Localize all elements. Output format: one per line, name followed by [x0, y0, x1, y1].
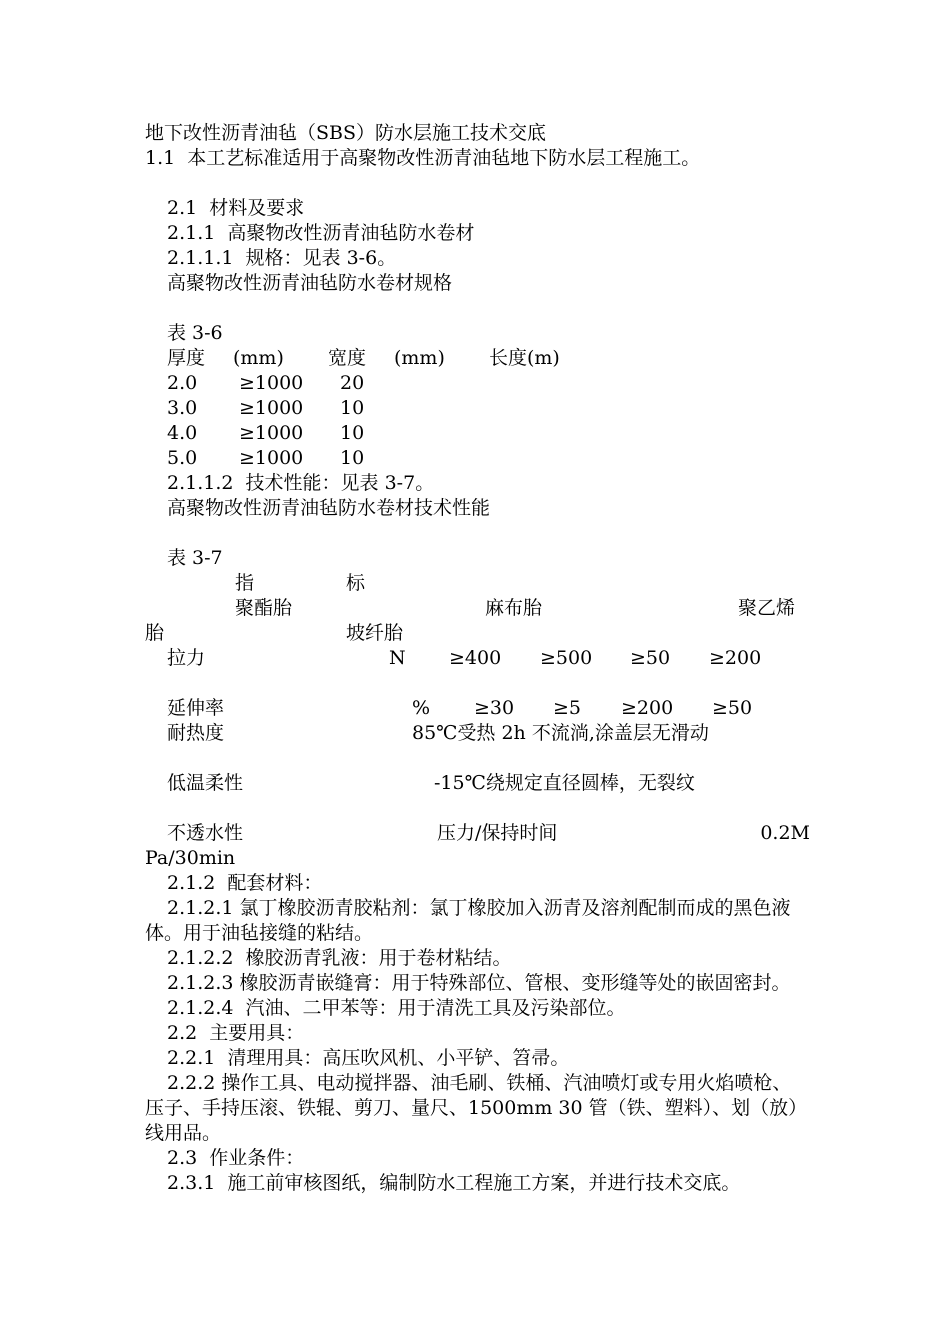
table-3-7-header-3 [145, 621, 810, 646]
table-header-cell: (mm) [233, 347, 284, 369]
spacer [145, 671, 810, 696]
table-cell: -15℃绕规定直径圆棒，无裂纹 [434, 772, 695, 794]
table-3-7-caption: 高聚物改性沥青油毡防水卷材技术性能 [167, 497, 491, 519]
table-cell: ≥200 [709, 647, 762, 669]
table-cell: 0.2M [760, 822, 810, 844]
spacer [145, 746, 810, 771]
table-cell: ≥50 [630, 647, 671, 669]
table-cell: 拉力 [167, 647, 206, 669]
spacer [145, 296, 810, 321]
para-1-1: 1.1 本工艺标准适用于高聚物改性沥青油毡地下防水层工程施工。 [145, 147, 701, 169]
heading-2-1: 2.1 材料及要求 [167, 197, 305, 219]
table-cell: 不透水性 [167, 822, 244, 844]
document-title: 地下改性沥青油毡（SBS）防水层施工技术交底 [145, 122, 546, 144]
table-header-cell: 厚度 [167, 347, 206, 369]
table-3-7-label: 表 3-7 [167, 547, 223, 569]
para-2-1-2-3: 2.1.2.3 橡胶沥青嵌缝膏：用于特殊部位、管根、变形缝等处的嵌固密封。 [167, 972, 791, 994]
table-header-cell: 聚乙烯 [738, 597, 796, 619]
table-header-cell: 标 [346, 572, 366, 594]
table-cell: ≥30 [474, 697, 515, 719]
table-cell: % [412, 697, 431, 719]
para-2-1-1-1: 2.1.1.1 规格：见表 3-6。 [167, 247, 397, 269]
table-cell: 4.0 [167, 422, 198, 444]
table-cell: 低温柔性 [167, 772, 244, 794]
table-3-7-header-2 [145, 596, 810, 621]
table-header-cell: 指 [235, 572, 255, 594]
table-header-cell: 宽度 [328, 347, 367, 369]
table-cell: N [389, 647, 406, 669]
table-cell: 延伸率 [167, 697, 225, 719]
para-2-1-2-1: 2.1.2.1 氯丁橡胶沥青胶粘剂：氯丁橡胶加入沥青及溶剂配制而成的黑色液体。用于油毡接缝的粘结。 [145, 897, 791, 944]
table-cell: ≥5 [553, 697, 582, 719]
table-3-6-caption: 高聚物改性沥青油毡防水卷材规格 [167, 272, 453, 294]
table-row [145, 771, 810, 796]
table-cell: 20 [340, 372, 365, 394]
table-cell: ≥1000 [239, 397, 304, 419]
table-cell: 耐热度 [167, 722, 225, 744]
table-row [145, 646, 810, 671]
table-row [145, 696, 810, 721]
table-header-cell: 胎 [145, 622, 165, 644]
table-header-cell: 麻布胎 [485, 597, 543, 619]
table-cell: 10 [340, 397, 365, 419]
table-row [145, 446, 810, 471]
table-cell: ≥400 [449, 647, 502, 669]
table-cell: 3.0 [167, 397, 198, 419]
table-cell: ≥50 [712, 697, 753, 719]
table-cell: 2.0 [167, 372, 198, 394]
spacer [145, 521, 810, 546]
table-cell: ≥1000 [239, 422, 304, 444]
table-row [145, 371, 810, 396]
para-2-2-1: 2.2.1 清理用具：高压吹风机、小平铲、笤帚。 [167, 1047, 570, 1069]
table-cell: ≥500 [540, 647, 593, 669]
table-cell: 5.0 [167, 447, 198, 469]
table-cell-wrap: Pa/30min [145, 847, 236, 869]
para-2-1-1-2: 2.1.1.2 技术性能：见表 3-7。 [167, 472, 435, 494]
table-cell: 压力/保持时间 [437, 822, 558, 844]
table-cell: ≥1000 [239, 447, 304, 469]
para-2-1-2-2: 2.1.2.2 橡胶沥青乳液：用于卷材粘结。 [167, 947, 512, 969]
para-2-2-2: 2.2.2 操作工具、电动搅拌器、油毛刷、铁桶、汽油喷灯或专用火焰喷枪、压子、手持压滚、铁辊、剪刀、量尺、1500mm 30 管（铁、塑料）、划（放）线用品。 [145, 1072, 808, 1144]
table-row [145, 421, 810, 446]
heading-2-2: 2.2 主要用具： [167, 1022, 305, 1044]
spacer [145, 796, 810, 821]
heading-2-1-1: 2.1.1 高聚物改性沥青油毡防水卷材 [167, 222, 475, 244]
table-header-cell: 聚酯胎 [235, 597, 293, 619]
para-2-1-2-4: 2.1.2.4 汽油、二甲苯等：用于清洗工具及污染部位。 [167, 997, 626, 1019]
spacer [145, 171, 810, 196]
table-cell: 85℃受热 2h 不流淌,涂盖层无滑动 [412, 722, 709, 744]
table-cell: 10 [340, 447, 365, 469]
table-row [145, 396, 810, 421]
document-body [145, 121, 810, 1196]
table-3-6-header [145, 346, 810, 371]
table-header-cell: 长度(m) [489, 347, 560, 369]
table-row [145, 721, 810, 746]
para-2-3-1: 2.3.1 施工前审核图纸，编制防水工程施工方案，并进行技术交底。 [167, 1172, 741, 1194]
table-row [145, 821, 810, 846]
table-3-7-header-1 [145, 571, 810, 596]
table-header-cell: (mm) [394, 347, 445, 369]
table-cell: ≥1000 [239, 372, 304, 394]
heading-2-3: 2.3 作业条件： [167, 1147, 305, 1169]
heading-2-1-2: 2.1.2 配套材料： [167, 872, 323, 894]
table-3-6-label: 表 3-6 [167, 322, 223, 344]
table-header-cell: 坡纤胎 [346, 622, 404, 644]
table-cell: ≥200 [621, 697, 674, 719]
table-cell: 10 [340, 422, 365, 444]
